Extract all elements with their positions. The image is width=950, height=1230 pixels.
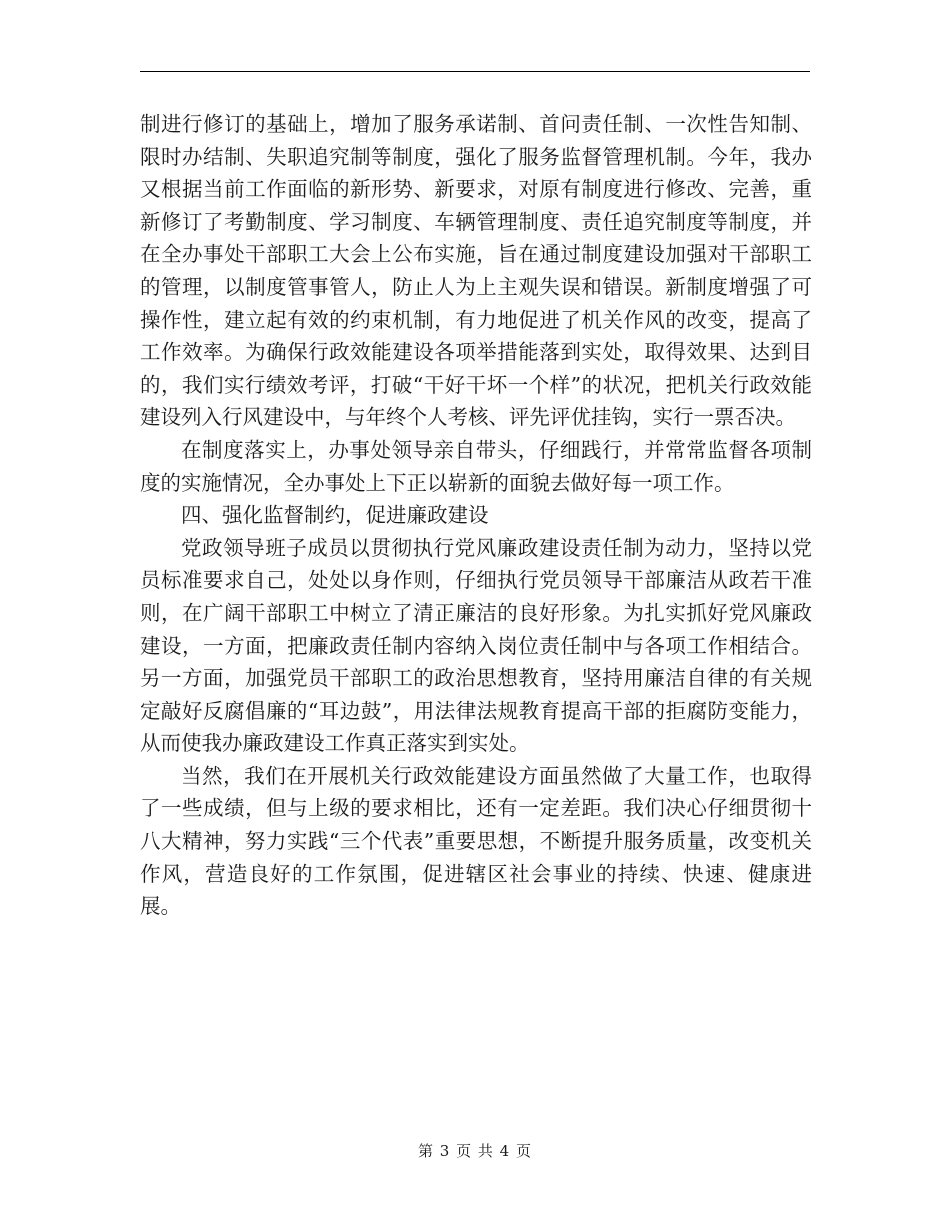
- section-heading: 四、强化监督制约，促进廉政建设: [181, 503, 489, 528]
- current-page-number: 3: [439, 1142, 451, 1160]
- page-label-prefix: 第: [417, 1142, 434, 1160]
- page-label-suffix: 页: [516, 1142, 533, 1160]
- paragraph: 制进行修订的基础上，增加了服务承诺制、首问责任制、一次性告知制、限时办结制、失职追究制等制度，强化了服务监督管理机制。今年，我办又根据当前工作面临的新形势、新要求，对原有制度进行修改、完善，重新修订了考勤制度、学习制度、车辆管理制度、责任追究制度等制度，并在全办事处干部职工大会上公布实施，旨在通过制度建设加强对干部职工的管理，以制度管事管人，防止人为上主观失误和错误。新制度增强了可操作性，建立起有效的约束机制，有力地促进了机关作风的改变，提高了工作效率。为确保行政效能建设各项举措能落到实处，取得效果、达到目的，我们实行绩效考评，打破“干好干坏一个样”的状况，把机关行政效能建设列入行风建设中，与年终个人考核、评先评优挂钩，实行一票否决。: [140, 112, 812, 430]
- document-body: [140, 108, 812, 923]
- header-rule: [140, 71, 810, 72]
- paragraph: 党政领导班子成员以贯彻执行党风廉政建设责任制为动力，坚持以党员标准要求自己，处处以身作则，仔细执行党员领导干部廉洁从政若干准则，在广阔干部职工中树立了清正廉洁的良好形象。为扎实抓好党风廉政建设，一方面，把廉政责任制内容纳入岗位责任制中与各项工作相结合。另一方面，加强党员干部职工的政治思想教育，坚持用廉洁自律的有关规定敲好反腐倡廉的“耳边鼓”，用法律法规教育提高干部的拒腐防变能力，从而使我办廉政建设工作真正落实到实处。: [140, 535, 812, 756]
- paragraph: 在制度落实上，办事处领导亲自带头，仔细践行，并常常监督各项制度的实施情况，全办事处上下正以崭新的面貌去做好每一项工作。: [140, 437, 812, 495]
- paragraph: 当然，我们在开展机关行政效能建设方面虽然做了大量工作，也取得了一些成绩，但与上级的要求相比，还有一定差距。我们决心仔细贯彻十八大精神，努力实践“三个代表”重要思想，不断提升服务质量，改变机关作风，营造良好的工作氛围，促进辖区社会事业的持续、快速、健康进展。: [140, 763, 812, 919]
- page-label-middle: 页 共: [456, 1142, 494, 1160]
- page-footer: [0, 1140, 950, 1161]
- total-pages-number: 4: [499, 1142, 511, 1160]
